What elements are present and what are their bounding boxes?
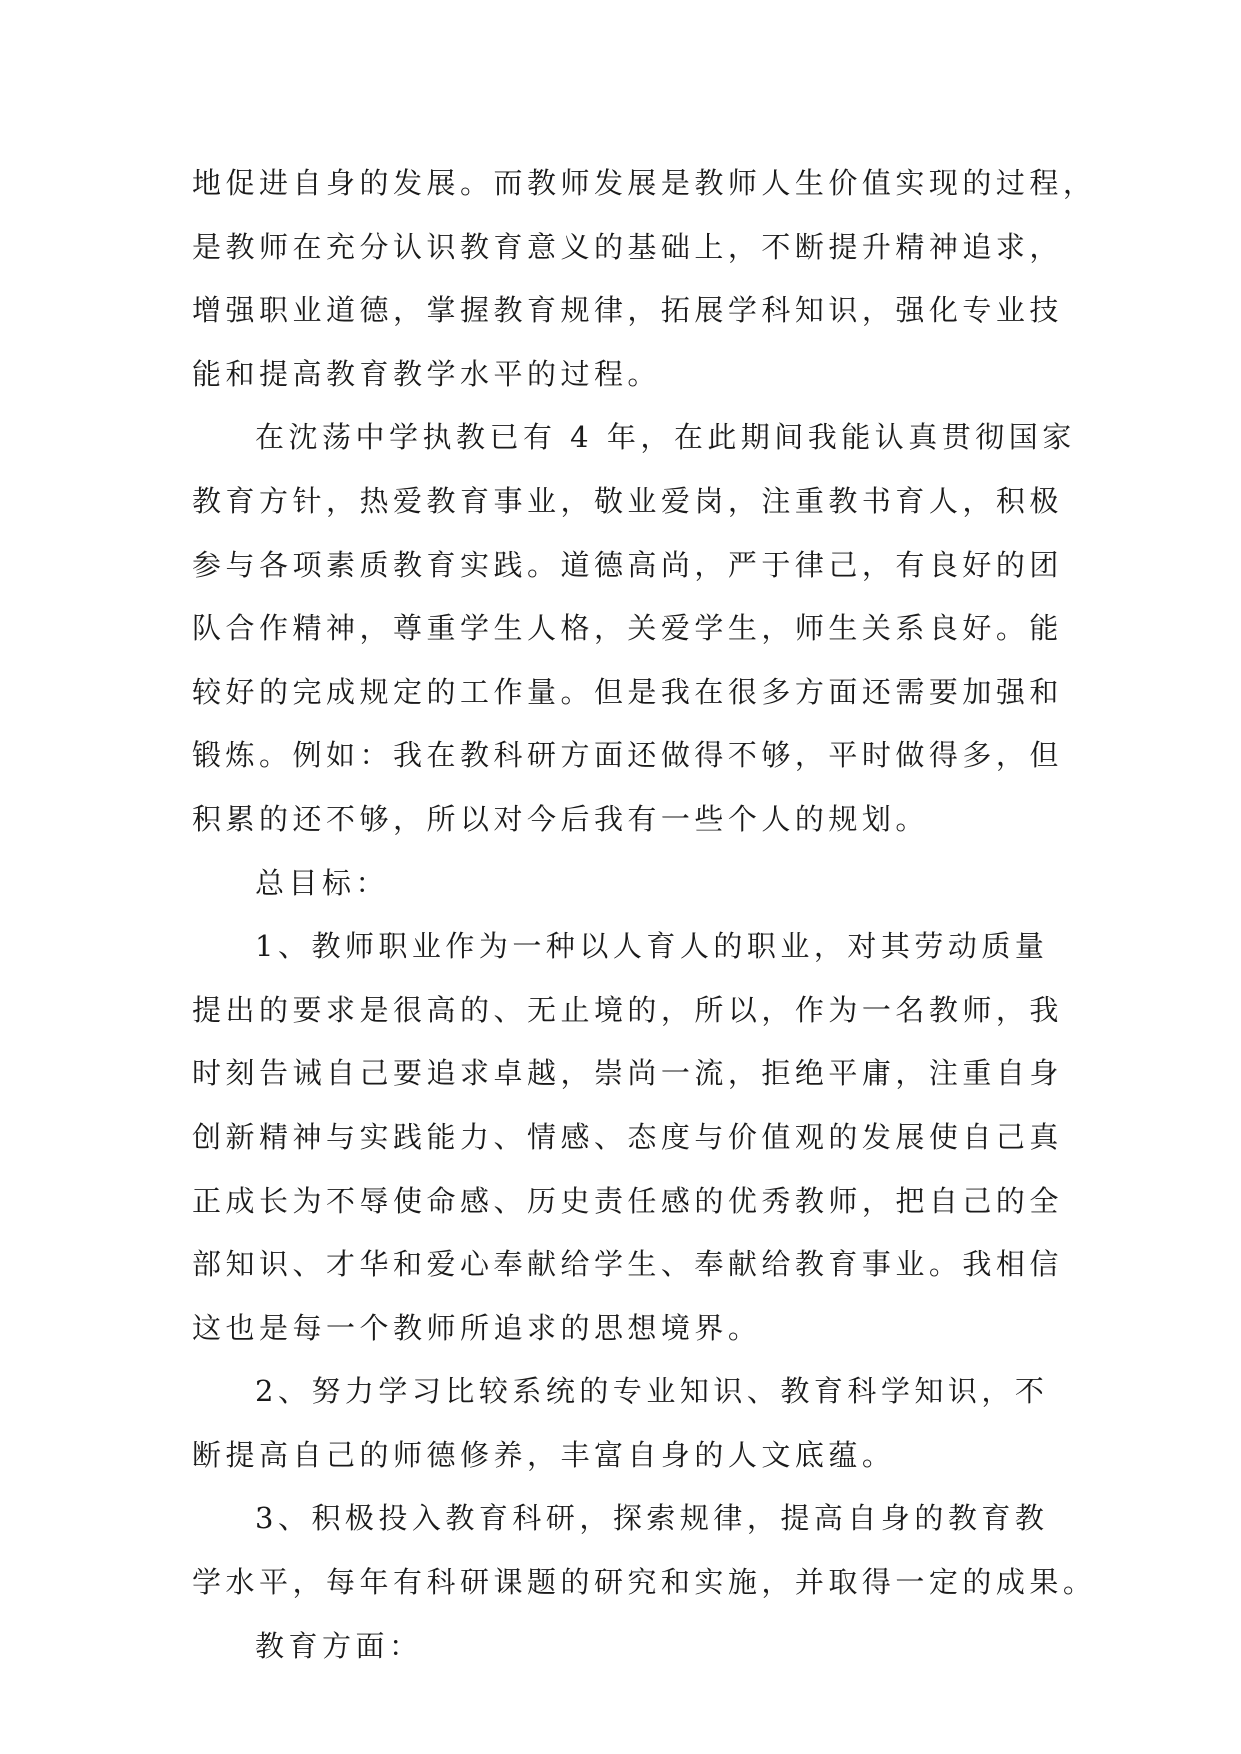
text-line: 这也是每一个教师所追求的思想境界。 <box>192 1310 762 1345</box>
text-line: 队合作精神，尊重学生人格，关爱学生，师生关系良好。能 <box>192 611 1063 646</box>
text-line: 创新精神与实践能力、情感、态度与价值观的发展使自己真 <box>192 1119 1063 1154</box>
document-body <box>192 152 1097 1678</box>
text-line: 增强职业道德，掌握教育规律，拓展学科知识，强化专业技 <box>192 293 1063 328</box>
paragraph-start-line: 在沈荡中学执教已有 4 年，在此期间我能认真贯彻国家 <box>255 420 1076 455</box>
goal-item-3-start: 3、积极投入教育科研，探索规律，提高自身的教育教 <box>255 1501 1049 1536</box>
text-line: 能和提高教育教学水平的过程。 <box>192 356 661 391</box>
text-line: 积累的还不够，所以对今后我有一些个人的规划。 <box>192 801 929 836</box>
text-line: 教育方针，热爱教育事业，敬业爱岗，注重教书育人，积极 <box>192 483 1063 518</box>
text-line: 部知识、才华和爱心奉献给学生、奉献给教育事业。我相信 <box>192 1247 1063 1282</box>
text-line: 较好的完成规定的工作量。但是我在很多方面还需要加强和 <box>192 674 1063 709</box>
goal-item-2-start: 2、努力学习比较系统的专业知识、教育科学知识，不 <box>255 1374 1049 1409</box>
text-line: 正成长为不辱使命感、历史责任感的优秀教师，把自己的全 <box>192 1183 1063 1218</box>
text-line: 锻炼。例如：我在教科研方面还做得不够，平时做得多，但 <box>192 738 1063 773</box>
section-heading-education: 教育方面： <box>255 1628 423 1663</box>
text-line: 提出的要求是很高的、无止境的，所以，作为一名教师，我 <box>192 992 1063 1027</box>
text-line: 学水平，每年有科研课题的研究和实施，并取得一定的成果。 <box>192 1565 1097 1600</box>
text-line: 参与各项素质教育实践。道德高尚，严于律己，有良好的团 <box>192 547 1063 582</box>
text-line: 是教师在充分认识教育意义的基础上，不断提升精神追求， <box>192 229 1063 264</box>
text-line: 断提高自己的师德修养，丰富自身的人文底蕴。 <box>192 1437 896 1472</box>
section-heading-overall-goal: 总目标： <box>255 865 389 900</box>
text-line: 时刻告诫自己要追求卓越，崇尚一流，拒绝平庸，注重自身 <box>192 1056 1063 1091</box>
text-line: 地促进自身的发展。而教师发展是教师人生价值实现的过程， <box>192 166 1097 200</box>
goal-item-1-start: 1、教师职业作为一种以人育人的职业，对其劳动质量 <box>255 929 1049 964</box>
